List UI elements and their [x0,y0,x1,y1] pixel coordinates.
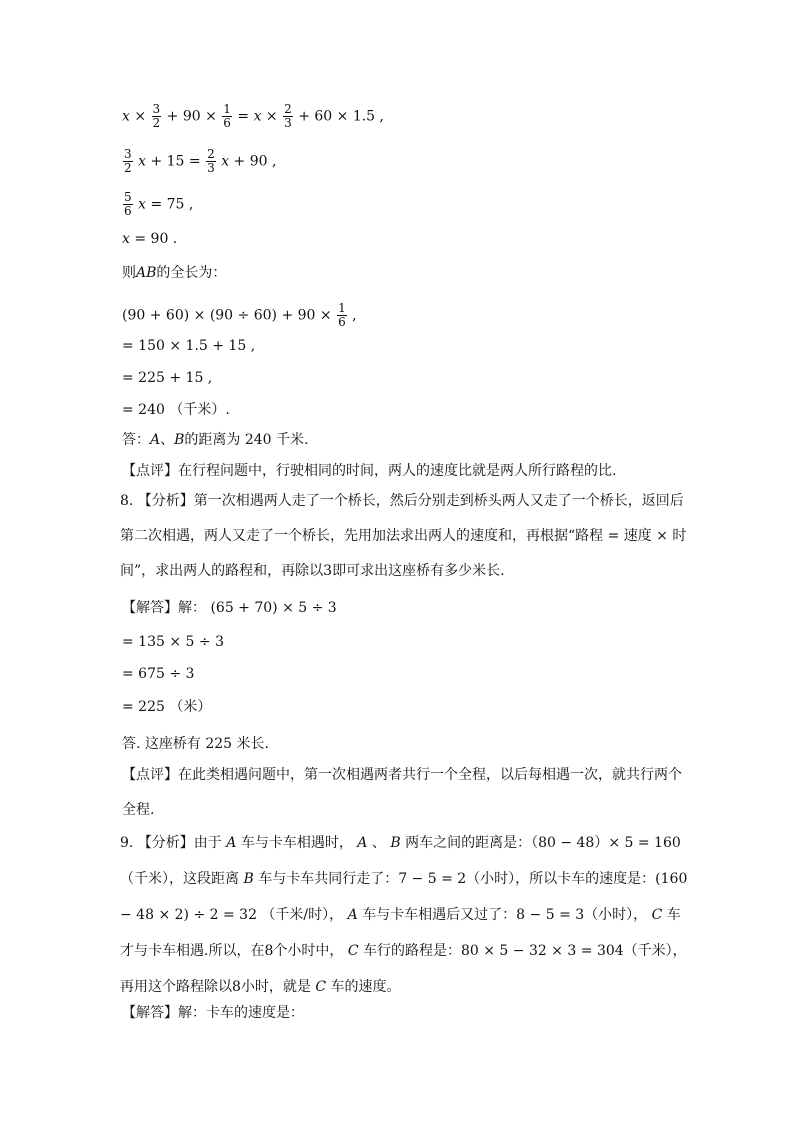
var-x: x [122,108,130,125]
expr-part: + 15 = [150,153,201,170]
denominator: 6 [338,315,346,329]
equation-line-6 [122,302,357,329]
expr-part: = 75 , [150,196,194,213]
var-a: A [357,835,368,851]
denominator: 2 [152,116,161,130]
numerator: 3 [124,147,132,161]
var-x: x [221,153,230,170]
question-8-comment: 【点评】在此类相遇问题中，第一次相遇两者共行一个全程，以后每相遇一次，就共行两个全程. [122,767,682,818]
text: 两车之间的距离是：（80 − 48）× 5 = 160（千米），这段距离 [120,835,681,887]
var-a: A [226,835,237,851]
var-x: x [122,231,130,247]
var-b: B [174,432,185,448]
op: × [265,108,278,125]
numerator: 1 [338,301,346,315]
denominator: 6 [124,204,132,218]
equation-line: = 225 （米） [122,699,212,715]
equation-line-8: = 225 + 15 , [122,370,213,386]
var-c: C [315,979,327,995]
var-c: C [347,943,359,959]
fraction [337,302,347,329]
var-x: x [253,108,262,125]
op: = [237,108,250,125]
numerator: 5 [124,190,132,204]
answer-line [122,430,309,450]
fraction [206,148,216,175]
text: 的全长为： [156,265,227,281]
numerator: 2 [207,147,215,161]
denominator: 3 [284,116,292,130]
solution-line: 【解答】解：卡车的速度是： [122,1005,304,1021]
comment-line: 【点评】在行程问题中，行驶相同的时间，两人的速度比就是两人所行路程的比. [122,463,617,479]
expr-part: + 90 , [233,153,277,170]
var-a: A [347,907,358,923]
expr-part: + 90 × [166,108,217,125]
question-9-analysis [120,825,690,1005]
equation-line-1 [122,103,384,130]
equation-line-3 [122,191,193,218]
var-x: x [138,153,146,170]
op: × [134,108,147,125]
text: 车与卡车相遇后又过了：8 − 5 = 3（小时）， [362,907,648,923]
text: 车行的路程是：80 × 5 − 32 × 3 = 304（千米），再用这个路程除以8小时，就是 [120,943,687,995]
equation-line: = 135 × 5 ÷ 3 [122,634,224,650]
equation-line-4 [122,229,177,249]
expr-part: + 60 × 1.5 , [298,108,384,125]
fraction [283,103,293,130]
numerator: 1 [223,102,231,116]
expr-part: (90 + 60) × (90 ÷ 60) + 90 × [122,307,332,324]
answer-line: 答. 这座桥有 225 米长. [122,736,269,752]
var-c: C [651,907,663,923]
equation-line-9: = 240 （千米）. [122,402,230,418]
text: 、 [160,432,175,448]
numerator: 3 [152,102,161,116]
text-line [122,263,226,283]
text: 车才与卡车相遇.所以，在8个小时中， [120,907,681,959]
denominator: 2 [124,161,132,175]
equation-line-2 [122,148,276,175]
var-b: B [390,835,401,851]
text: 答： [122,432,150,448]
equation-line: = 675 ÷ 3 [122,666,195,682]
denominator: 3 [207,161,215,175]
expr-part: , [352,307,357,324]
text: 、 [371,835,386,851]
text: 的距离为 240 千米. [184,432,309,448]
numerator: 2 [284,102,292,116]
question-8-analysis: 8. 【分析】第一次相遇两人走了一个桥长，然后分别走到桥头两人又走了一个桥长，返回后第二次相遇，两人又走了一个桥长，先用加法求出两人的速度和，再根据“路程 = 速度 × 时间”，求出两人的路程和，再除以3即可求出这座桥有多少米长. [120,493,687,579]
equation-line-7: = 150 × 1.5 + 15 , [122,338,256,354]
text: 车的速度。 [330,979,401,995]
fraction [123,148,133,175]
fraction [222,103,232,130]
var-b: B [243,871,254,887]
var-ab: AB [136,265,157,281]
var-a: A [150,432,161,448]
text: 9. 【分析】由于 [120,835,222,851]
expr-part: = 90 . [134,231,178,247]
solution-line: 【解答】解： (65 + 70) × 5 ÷ 3 [122,600,337,616]
fraction [123,191,133,218]
fraction [152,103,162,130]
text: 则 [122,265,136,281]
denominator: 6 [223,116,231,130]
text: 车与卡车相遇时， [240,835,353,851]
text: 车与卡车共同行走了：7 − 5 = 2（小时），所以卡车的速度是：(160 − 48 × 2) ÷ 2 = 32 （千米/时）， [120,871,688,923]
var-x: x [138,196,146,213]
